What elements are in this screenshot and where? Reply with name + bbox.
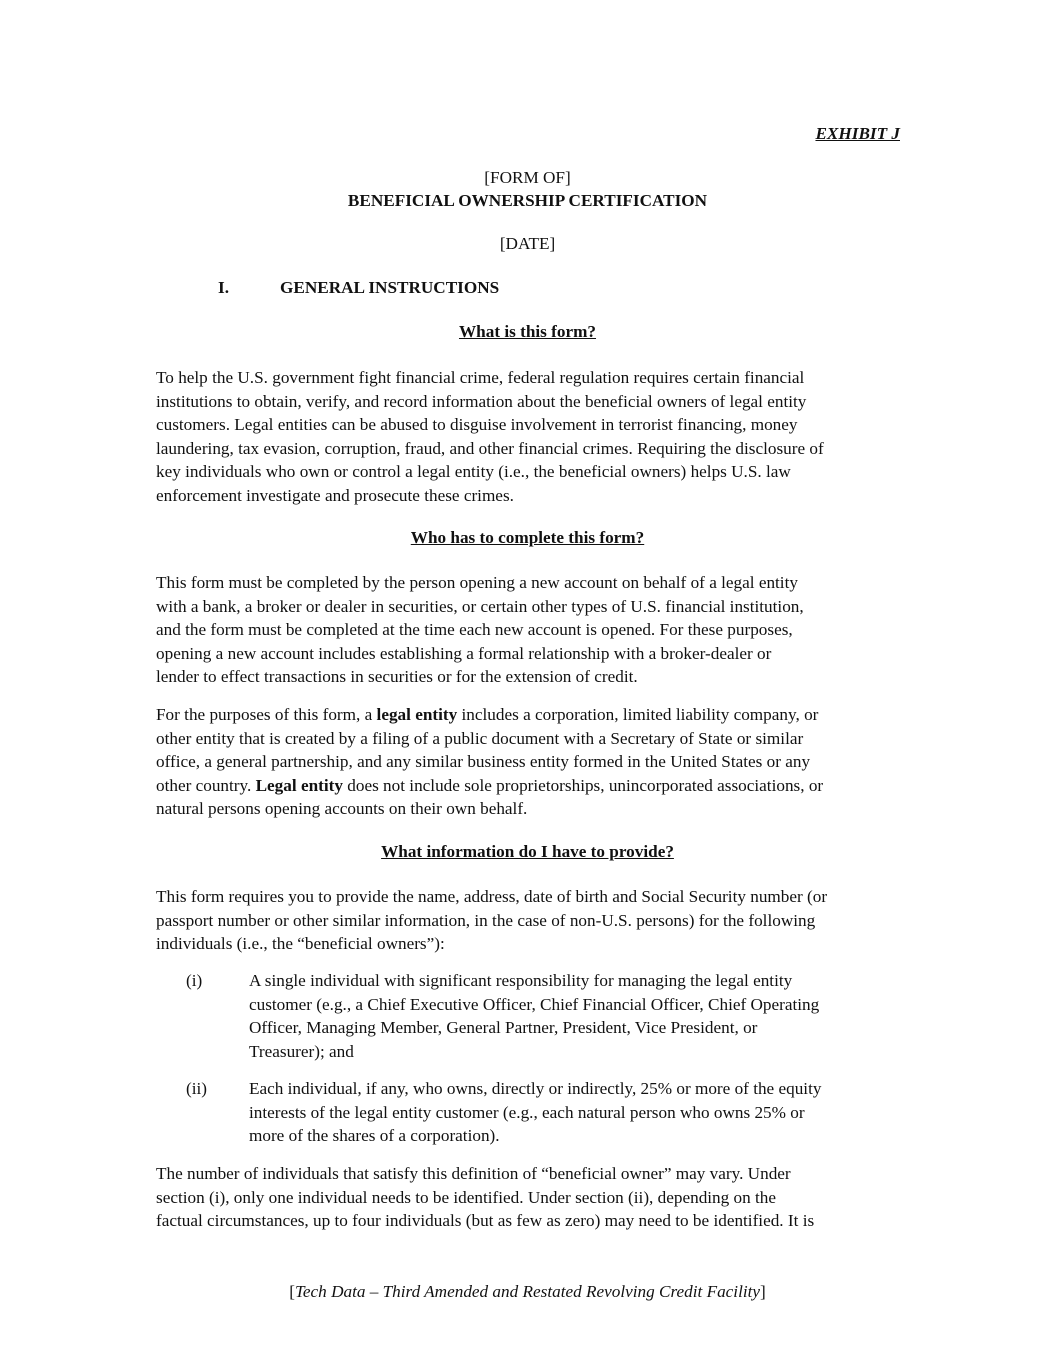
heading-who-has-to-complete: Who has to complete this form?	[410, 528, 645, 547]
paragraph-line: The number of individuals that satisfy this definition of “beneficial owner” may vary. Under	[156, 1164, 791, 1183]
paragraph-purpose	[156, 366, 901, 507]
paragraph-line	[156, 774, 901, 798]
paragraph-information-required	[156, 885, 901, 956]
paragraph-line: other entity that is created by a filing of a public document with a Secretary of State or similar	[156, 728, 804, 748]
section-title: GENERAL INSTRUCTIONS	[280, 278, 500, 297]
paragraph-line: This form must be completed by the person opening a new account on behalf of a legal entity	[156, 573, 798, 592]
date-placeholder: [DATE]	[499, 234, 556, 253]
section-heading	[218, 278, 499, 298]
paragraph-line: more of the shares of a corporation).	[249, 1126, 500, 1145]
list-item-body	[249, 1077, 899, 1148]
paragraph-line: customers. Legal entities can be abused to disguise involvement in terrorist financing, money	[156, 415, 798, 434]
paragraph-line: institutions to obtain, verify, and record information about the beneficial owners of legal entity	[156, 391, 807, 411]
paragraph-line: factual circumstances, up to four individuals (but as few as zero) may need to be identified. It is	[156, 1211, 815, 1230]
paragraph-legal-entity-definition	[156, 703, 901, 821]
paragraph-line: individuals (i.e., the “beneficial owners”):	[156, 934, 445, 953]
paragraph-line: This form requires you to provide the name, address, date of birth and Social Security number (or	[156, 887, 828, 906]
paragraph-line: lender to effect transactions in securities or for the extension of credit.	[156, 667, 638, 686]
exhibit-label: EXHIBIT J	[815, 124, 900, 143]
paragraph-line: key individuals who own or control a legal entity (i.e., the beneficial owners) helps U.S. law	[156, 462, 791, 481]
paragraph-line: opening a new account includes establishing a formal relationship with a broker-dealer or	[156, 643, 772, 663]
paragraph-who-completes	[156, 571, 901, 689]
form-of-label: [FORM OF]	[484, 168, 571, 187]
list-item-body	[249, 969, 899, 1063]
section-number: I.	[218, 278, 229, 297]
heading-what-is-this-form: What is this form?	[458, 322, 597, 341]
paragraph-line: interests of the legal entity customer (e.g., each natural person who owns 25% or	[249, 1102, 805, 1122]
paragraph-line: Each individual, if any, who owns, directly or indirectly, 25% or more of the equity	[249, 1079, 822, 1098]
paragraph-line: Officer, Managing Member, General Partner, President, Vice President, or	[249, 1018, 758, 1037]
text-run: includes a corporation, limited liability company, or	[457, 705, 819, 724]
footer-bracket-open: [	[289, 1282, 295, 1301]
list-item-label: (i)	[186, 971, 203, 990]
footer-text: Tech Data – Third Amended and Restated Revolving Credit Facility	[294, 1282, 761, 1301]
heading-what-information: What information do I have to provide?	[381, 842, 674, 861]
paragraph-line: laundering, tax evasion, corruption, fraud, and other financial crimes. Requiring the disclosure of	[156, 438, 824, 458]
text-run: other country.	[156, 775, 256, 795]
paragraph-line: enforcement investigate and prosecute these crimes.	[156, 485, 514, 505]
defined-term: Legal entity	[255, 775, 343, 795]
paragraph-line: Treasurer); and	[249, 1041, 354, 1061]
footer-bracket-close: ]	[760, 1282, 766, 1301]
paragraph-line: customer (e.g., a Chief Executive Officer, Chief Financial Officer, Chief Operating	[249, 994, 820, 1014]
defined-term: legal entity	[376, 705, 458, 724]
paragraph-line: A single individual with significant responsibility for managing the legal entity	[249, 971, 793, 990]
page-footer	[0, 1282, 1055, 1302]
paragraph-line: and the form must be completed at the time each new account is opened. For these purposes,	[156, 620, 793, 639]
document-title: BENEFICIAL OWNERSHIP CERTIFICATION	[347, 191, 708, 210]
paragraph-line: passport number or other similar information, in the case of non-U.S. persons) for the following	[156, 910, 816, 930]
paragraph-line: office, a general partnership, and any similar business entity formed in the United States or any	[156, 752, 811, 771]
paragraph-line: with a bank, a broker or dealer in securities, or certain other types of U.S. financial institution,	[156, 596, 804, 616]
list-item-label: (ii)	[186, 1079, 207, 1098]
paragraph-line	[156, 703, 901, 727]
paragraph-line: To help the U.S. government fight financial crime, federal regulation requires certain financial	[156, 368, 805, 387]
paragraph-number-of-owners	[156, 1162, 901, 1233]
text-run: For the purposes of this form, a	[156, 705, 377, 724]
text-run: does not include sole proprietorships, unincorporated associations, or	[342, 775, 824, 795]
paragraph-line: natural persons opening accounts on their own behalf.	[156, 799, 528, 818]
paragraph-line: section (i), only one individual needs to be identified. Under section (ii), depending on the	[156, 1187, 777, 1207]
